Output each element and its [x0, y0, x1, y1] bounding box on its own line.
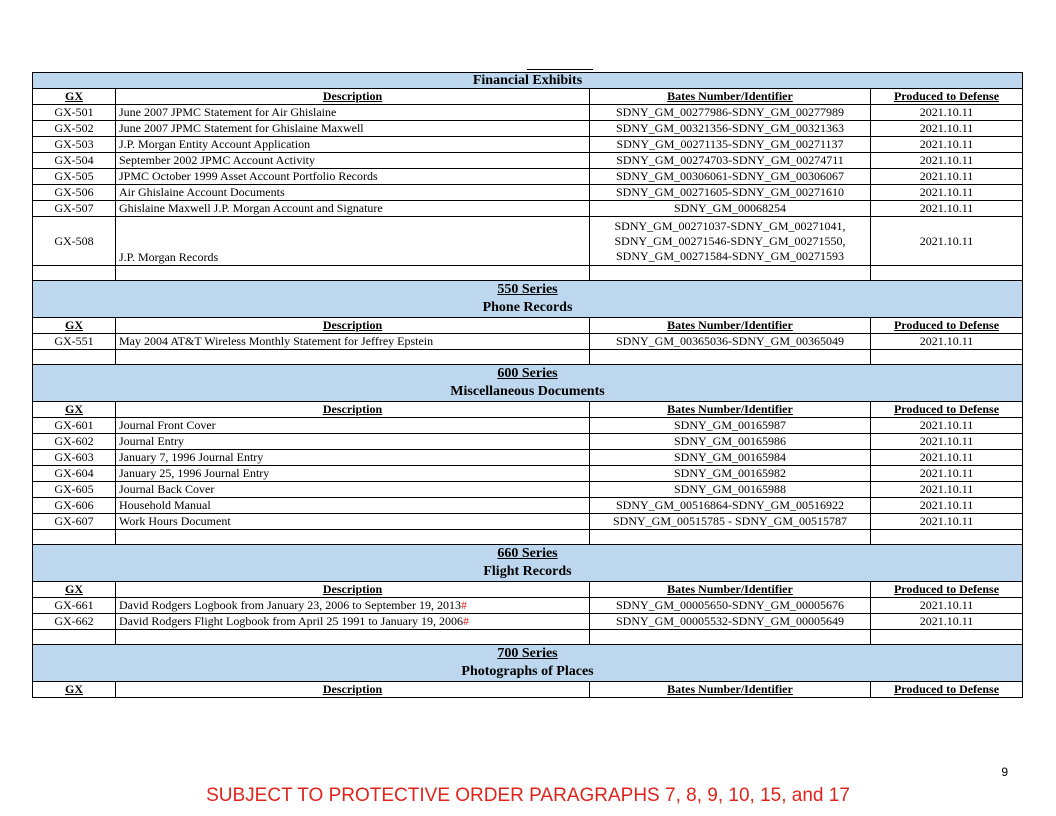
section-title-cell [33, 365, 1023, 402]
column-header-produced: Produced to Defense [871, 402, 1023, 418]
column-header-gx: GX [33, 89, 116, 105]
protective-order-footer: SUBJECT TO PROTECTIVE ORDER PARAGRAPHS 7, 8, 9, 10, 15, and 17 [206, 785, 850, 806]
exhibit-description [116, 169, 590, 185]
exhibit-number: GX-603 [33, 450, 116, 466]
table-row [33, 217, 1023, 266]
revision-mark: # [460, 598, 467, 612]
exhibit-description [116, 614, 590, 630]
bates-number: SDNY_GM_00165988 [590, 482, 871, 498]
exhibit-number: GX-507 [33, 201, 116, 217]
table-row [33, 169, 1023, 185]
exhibit-number: GX-604 [33, 466, 116, 482]
column-header-produced: Produced to Defense [871, 682, 1023, 698]
description-text: Air Ghislaine Account Documents [119, 185, 285, 199]
blank-row [33, 350, 1023, 365]
table-row [33, 466, 1023, 482]
table-row [33, 334, 1023, 350]
produced-date: 2021.10.11 [871, 450, 1023, 466]
exhibit-table-body [33, 73, 1023, 698]
bates-line: SDNY_GM_00271037-SDNY_GM_00271041, [614, 218, 846, 233]
produced-date: 2021.10.11 [871, 137, 1023, 153]
exhibit-number: GX-605 [33, 482, 116, 498]
table-row [33, 418, 1023, 434]
table-row [33, 201, 1023, 217]
description-text: Journal Front Cover [119, 418, 216, 432]
column-header-gx: GX [33, 682, 116, 698]
blank-cell [590, 530, 871, 545]
blank-cell [871, 530, 1023, 545]
column-header-row [33, 318, 1023, 334]
blank-cell [590, 630, 871, 645]
blank-cell [871, 350, 1023, 365]
section-header-flight [33, 545, 1023, 582]
bates-number: SDNY_GM_00165987 [590, 418, 871, 434]
section-title-cell [33, 73, 1023, 89]
exhibit-description [116, 121, 590, 137]
bates-number: SDNY_GM_00271135-SDNY_GM_00271137 [590, 137, 871, 153]
exhibit-description [116, 153, 590, 169]
series-label: 700 Series [497, 646, 558, 661]
column-header-description: Description [116, 89, 590, 105]
blank-cell [116, 350, 590, 365]
bates-line: SDNY_GM_00271546-SDNY_GM_00271550, [614, 233, 846, 248]
blank-cell [116, 266, 590, 281]
produced-date: 2021.10.11 [871, 153, 1023, 169]
series-label: 600 Series [497, 366, 558, 381]
description-text: June 2007 JPMC Statement for Ghislaine Maxwell [119, 121, 364, 135]
blank-row [33, 630, 1023, 645]
section-title: Miscellaneous Documents [450, 384, 605, 399]
description-text: June 2007 JPMC Statement for Air Ghislaine [119, 105, 337, 119]
produced-date: 2021.10.11 [871, 434, 1023, 450]
description-text: January 7, 1996 Journal Entry [119, 450, 264, 464]
column-header-gx: GX [33, 582, 116, 598]
section-title-cell [33, 281, 1023, 318]
exhibit-number: GX-606 [33, 498, 116, 514]
exhibit-number: GX-505 [33, 169, 116, 185]
bates-number: SDNY_GM_00005650-SDNY_GM_00005676 [590, 598, 871, 614]
bates-number: SDNY_GM_00306061-SDNY_GM_00306067 [590, 169, 871, 185]
exhibit-number: GX-501 [33, 105, 116, 121]
blank-cell [871, 266, 1023, 281]
column-header-produced: Produced to Defense [871, 582, 1023, 598]
description-text: January 25, 1996 Journal Entry [119, 466, 270, 480]
section-title: Phone Records [482, 300, 573, 315]
series-label: 550 Series [497, 282, 558, 297]
blank-cell [871, 630, 1023, 645]
description-text: Journal Entry [119, 434, 184, 448]
column-header-row [33, 582, 1023, 598]
produced-date: 2021.10.11 [871, 466, 1023, 482]
column-header-description: Description [116, 582, 590, 598]
produced-date: 2021.10.11 [871, 201, 1023, 217]
exhibit-description [116, 418, 590, 434]
description-text: Work Hours Document [119, 514, 231, 528]
column-header-bates: Bates Number/Identifier [590, 318, 871, 334]
bates-number: SDNY_GM_00274703-SDNY_GM_00274711 [590, 153, 871, 169]
bates-line: SDNY_GM_00271584-SDNY_GM_00271593 [615, 248, 844, 263]
section-header-photos [33, 645, 1023, 682]
blank-cell [116, 530, 590, 545]
column-header-gx: GX [33, 318, 116, 334]
column-header-row [33, 402, 1023, 418]
description-text: September 2002 JPMC Account Activity [119, 153, 315, 167]
exhibit-description [116, 450, 590, 466]
exhibit-list [32, 72, 1022, 698]
exhibit-number: GX-602 [33, 434, 116, 450]
table-row [33, 185, 1023, 201]
bates-number: SDNY_GM_00321356-SDNY_GM_00321363 [590, 121, 871, 137]
description-text: Ghislaine Maxwell J.P. Morgan Account and Signature [119, 201, 383, 215]
bates-number: SDNY_GM_00165982 [590, 466, 871, 482]
bates-number: SDNY_GM_00165986 [590, 434, 871, 450]
exhibit-description [116, 201, 590, 217]
column-header-gx: GX [33, 402, 116, 418]
blank-cell [33, 350, 116, 365]
description-text: Household Manual [119, 498, 211, 512]
section-header-misc [33, 365, 1023, 402]
column-header-description: Description [116, 682, 590, 698]
produced-date: 2021.10.11 [871, 498, 1023, 514]
series-label: 660 Series [497, 546, 558, 561]
exhibit-table [32, 72, 1023, 698]
exhibit-description [116, 514, 590, 530]
exhibit-number: GX-661 [33, 598, 116, 614]
exhibit-description [116, 598, 590, 614]
revision-mark: # [462, 614, 469, 628]
section-title: Photographs of Places [461, 664, 594, 679]
section-header-phone [33, 281, 1023, 318]
table-row [33, 614, 1023, 630]
section-title: Flight Records [483, 564, 572, 579]
produced-date: 2021.10.11 [871, 514, 1023, 530]
blank-cell [590, 266, 871, 281]
bates-number: SDNY_GM_00277986-SDNY_GM_00277989 [590, 105, 871, 121]
column-header-row [33, 682, 1023, 698]
exhibit-number: GX-662 [33, 614, 116, 630]
table-row [33, 514, 1023, 530]
bates-number: SDNY_GM_00515785 - SDNY_GM_00515787 [590, 514, 871, 530]
description-text: May 2004 AT&T Wireless Monthly Statement for Jeffrey Epstein [119, 334, 434, 348]
section-title-cell [33, 645, 1023, 682]
table-row [33, 450, 1023, 466]
table-row [33, 137, 1023, 153]
blank-row [33, 266, 1023, 281]
page-number: 9 [1001, 765, 1008, 779]
table-row [33, 598, 1023, 614]
table-row [33, 482, 1023, 498]
bates-number: SDNY_GM_00165984 [590, 450, 871, 466]
blank-cell [33, 630, 116, 645]
column-header-bates: Bates Number/Identifier [590, 89, 871, 105]
blank-row [33, 530, 1023, 545]
column-header-bates: Bates Number/Identifier [590, 582, 871, 598]
table-row [33, 498, 1023, 514]
header-stub-line [527, 69, 593, 70]
description-text: David Rodgers Flight Logbook from April 25 1991 to January 19, 2006 [119, 614, 463, 628]
bates-number: SDNY_GM_00068254 [590, 201, 871, 217]
description-text: Journal Back Cover [119, 482, 215, 496]
exhibit-description: J.P. Morgan Records [116, 217, 590, 266]
exhibit-number: GX-551 [33, 334, 116, 350]
column-header-description: Description [116, 318, 590, 334]
produced-date: 2021.10.11 [871, 334, 1023, 350]
bates-number: SDNY_GM_00005532-SDNY_GM_00005649 [590, 614, 871, 630]
bates-number: SDNY_GM_00271605-SDNY_GM_00271610 [590, 185, 871, 201]
exhibit-description [116, 185, 590, 201]
produced-date: 2021.10.11 [871, 105, 1023, 121]
produced-date: 2021.10.11 [871, 185, 1023, 201]
exhibit-number: GX-601 [33, 418, 116, 434]
description-text: David Rodgers Logbook from January 23, 2006 to September 19, 2013 [119, 598, 461, 612]
blank-cell [590, 350, 871, 365]
table-row [33, 105, 1023, 121]
produced-date: 2021.10.11 [871, 121, 1023, 137]
exhibit-number: GX-607 [33, 514, 116, 530]
exhibit-description [116, 334, 590, 350]
produced-date: 2021.10.11 [871, 482, 1023, 498]
table-row [33, 434, 1023, 450]
exhibit-description [116, 466, 590, 482]
section-title: Financial Exhibits [472, 73, 583, 88]
produced-date: 2021.10.11 [871, 598, 1023, 614]
exhibit-description [116, 482, 590, 498]
column-header-produced: Produced to Defense [871, 89, 1023, 105]
blank-cell [33, 266, 116, 281]
description-text: J.P. Morgan Entity Account Application [119, 137, 311, 151]
exhibit-number: GX-503 [33, 137, 116, 153]
section-header-financial [33, 73, 1023, 89]
blank-cell [33, 530, 116, 545]
section-title-cell [33, 545, 1023, 582]
exhibit-description [116, 105, 590, 121]
exhibit-number: GX-504 [33, 153, 116, 169]
produced-date: 2021.10.11 [871, 217, 1023, 266]
bates-number: SDNY_GM_00365036-SDNY_GM_00365049 [590, 334, 871, 350]
exhibit-description [116, 137, 590, 153]
bates-number [590, 217, 871, 266]
column-header-produced: Produced to Defense [871, 318, 1023, 334]
column-header-row [33, 89, 1023, 105]
exhibit-description [116, 434, 590, 450]
table-row [33, 121, 1023, 137]
column-header-bates: Bates Number/Identifier [590, 402, 871, 418]
produced-date: 2021.10.11 [871, 418, 1023, 434]
blank-cell [116, 630, 590, 645]
description-text: JPMC October 1999 Asset Account Portfolio Records [119, 169, 378, 183]
column-header-bates: Bates Number/Identifier [590, 682, 871, 698]
exhibit-description [116, 498, 590, 514]
exhibit-number: GX-508 [33, 217, 116, 266]
exhibit-number: GX-506 [33, 185, 116, 201]
produced-date: 2021.10.11 [871, 614, 1023, 630]
exhibit-number: GX-502 [33, 121, 116, 137]
produced-date: 2021.10.11 [871, 169, 1023, 185]
bates-number: SDNY_GM_00516864-SDNY_GM_00516922 [590, 498, 871, 514]
table-row [33, 153, 1023, 169]
column-header-description: Description [116, 402, 590, 418]
